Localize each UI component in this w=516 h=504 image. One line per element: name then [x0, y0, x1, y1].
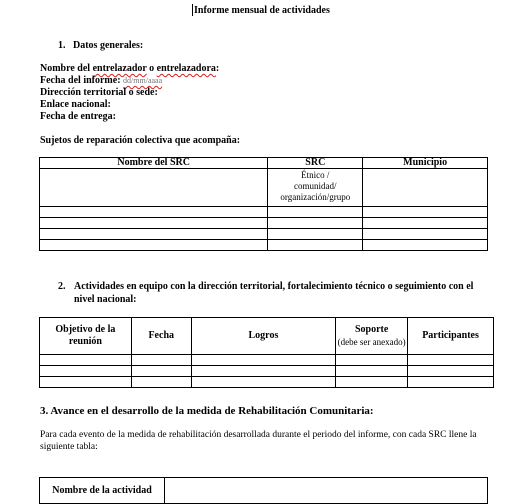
col-header-soporte: Soporte (debe ser anexado): [336, 318, 408, 355]
document-title: Informe mensual de actividades: [194, 5, 330, 16]
field-enlace: Enlace nacional:: [40, 99, 111, 110]
col-header-src: SRC: [268, 158, 363, 169]
table-row: [40, 366, 494, 377]
table-cell[interactable]: [363, 169, 488, 207]
src-type-cell: Étnico / comunidad/ organización/grupo: [268, 169, 363, 207]
activity-name-label: Nombre de la actividad: [40, 478, 165, 504]
col-header-fecha: Fecha: [131, 318, 191, 355]
table-row: [40, 240, 488, 251]
col-header-objetivo: Objetivo de la reunión: [40, 318, 132, 355]
table-cell[interactable]: [40, 169, 268, 207]
col-header-municipio: Municipio: [363, 158, 488, 169]
table-row: [40, 229, 488, 240]
field-fecha-entrega: Fecha de entrega:: [40, 111, 116, 122]
table-row: [40, 207, 488, 218]
field-entrelazador: Nombre del entrelazador o entrelazadora:: [40, 63, 220, 74]
table-row: [40, 218, 488, 229]
table-row: [40, 377, 494, 388]
field-fecha-informe: Fecha del informe: dd/mm/aaaa: [40, 75, 163, 86]
table-row: [40, 355, 494, 366]
field-direccion: Dirección territorial o sede:: [40, 87, 158, 98]
src-table: [39, 157, 488, 251]
subjects-label: Sujetos de reparación colectiva que acompaña:: [40, 135, 241, 146]
section3-heading: 3. Avance en el desarrollo de la medida de Rehabilitación Comunitaria:: [40, 405, 374, 417]
text-cursor: [192, 4, 193, 16]
section1-heading: 1. Datos generales:: [58, 40, 144, 51]
col-header-participantes: Participantes: [408, 318, 494, 355]
section3-paragraph: Para cada evento de la medida de rehabilitación desarrollada durante el periodo del informe, con cada SRC llene la siguiente tabla:: [40, 430, 477, 452]
col-header-logros: Logros: [191, 318, 336, 355]
activities-table: [39, 317, 494, 388]
col-header-nombre: Nombre del SRC: [40, 158, 268, 169]
section2-heading: 2. Actividades en equipo con la dirección territorial, fortalecimiento técnico o seguimiento con el nivel nacional:: [58, 281, 474, 305]
